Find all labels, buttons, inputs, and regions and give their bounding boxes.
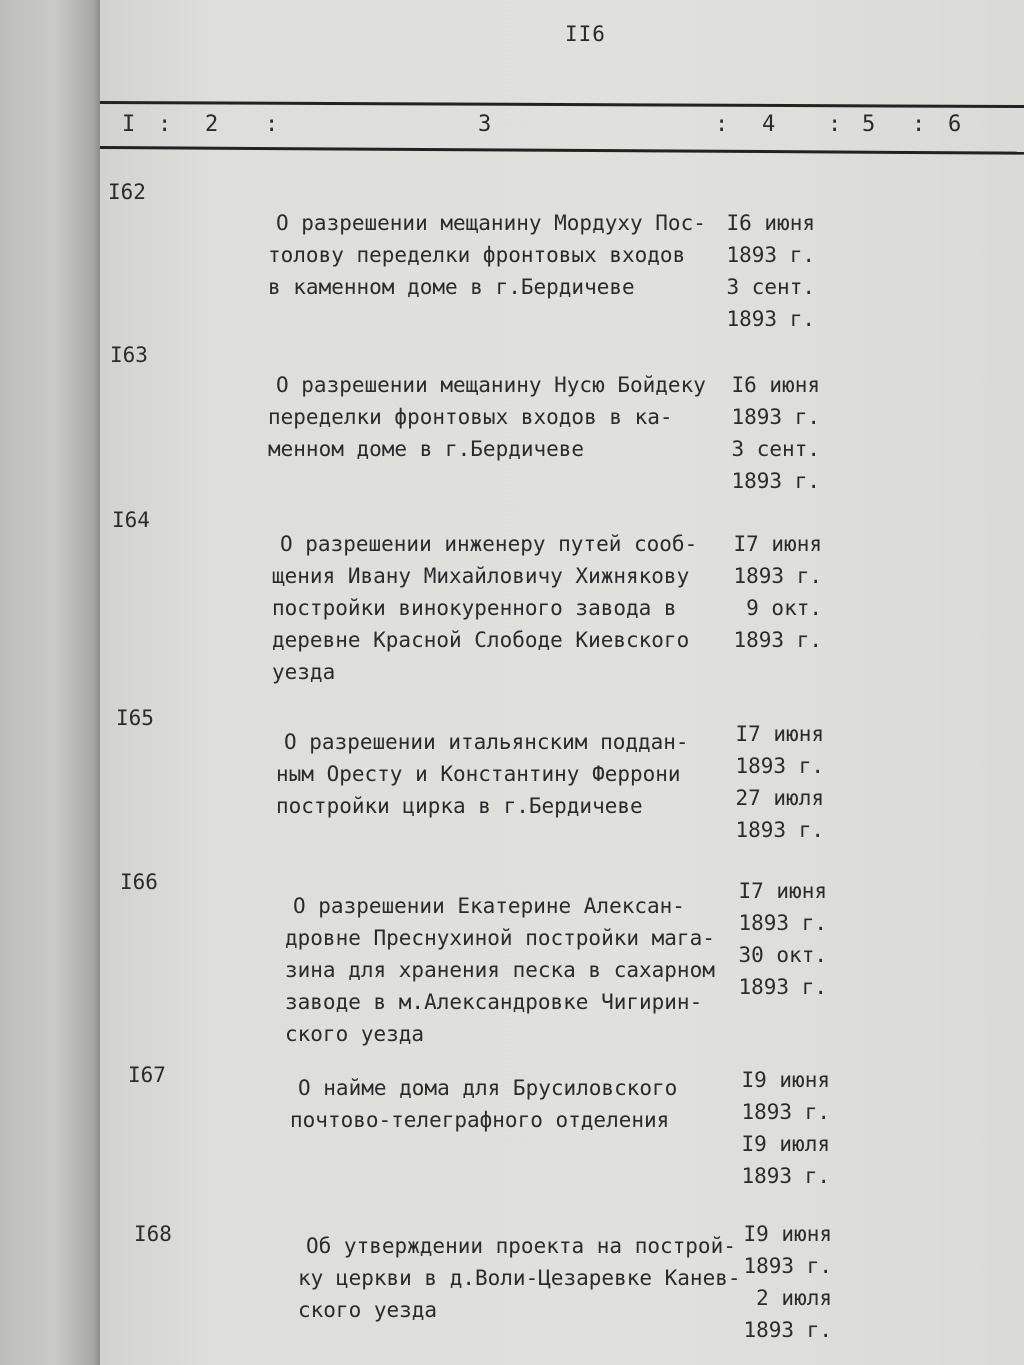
entry-date-end: 2 июля xyxy=(756,1286,832,1310)
column-header-3: 3 xyxy=(478,112,492,137)
entry-line: О найме дома для Брусиловского xyxy=(298,1076,678,1100)
entry-line: О разрешении мещанину Нусю Бойдеку xyxy=(276,373,706,397)
column-header-1: I xyxy=(122,112,136,137)
column-header-4: 4 xyxy=(762,112,776,137)
entry-date-start-year: 1893 г. xyxy=(733,564,822,588)
entry-description xyxy=(276,694,689,822)
entry-date-end: 3 сент. xyxy=(731,437,820,461)
entry-line: Об утверждении проекта на построй- xyxy=(306,1234,736,1258)
entry-line: дровне Преснухиной постройки мага- xyxy=(285,926,715,950)
entry-number: I67 xyxy=(128,1063,166,1087)
entry-line: О разрешении итальянским поддан- xyxy=(284,730,689,754)
entry-date-start-year: 1893 г. xyxy=(735,754,824,778)
entry-number: I65 xyxy=(116,706,154,730)
column-separator: : xyxy=(265,112,279,137)
entry-line: ского уезда xyxy=(285,1022,425,1046)
entry-date-start: I7 июня xyxy=(738,879,827,903)
entry-description xyxy=(290,1040,677,1136)
entry-dates xyxy=(730,496,822,656)
entry-description xyxy=(298,1198,741,1326)
entry-description xyxy=(272,496,697,688)
entry-description xyxy=(268,175,706,303)
entry-date-end-year: 1893 г. xyxy=(741,1164,830,1188)
column-separator: : xyxy=(715,112,729,137)
entry-date-end-year: 1893 г. xyxy=(735,818,824,842)
page-number: II6 xyxy=(565,22,606,46)
column-separator: : xyxy=(828,112,842,137)
entry-line: менном доме в г.Бердичеве xyxy=(268,437,585,461)
entry-date-end-year: 1893 г. xyxy=(726,307,815,331)
entry-date-start: I9 июня xyxy=(743,1222,832,1246)
entry-line: уезда xyxy=(272,660,336,684)
entry-date-start-year: 1893 г. xyxy=(738,911,827,935)
entry-date-start: I7 июня xyxy=(733,532,822,556)
entry-dates xyxy=(730,337,820,497)
entry-date-end: 9 окт. xyxy=(746,596,822,620)
column-header-2: 2 xyxy=(205,112,219,137)
entry-date-start-year: 1893 г. xyxy=(741,1100,830,1124)
entry-line: в каменном доме в г.Бердичеве xyxy=(268,275,635,299)
entry-line: ку церкви в д.Воли-Цезаревке Канев- xyxy=(298,1266,741,1290)
entry-dates xyxy=(725,175,815,335)
entry-date-end: I9 июля xyxy=(741,1132,830,1156)
column-separator: : xyxy=(158,112,172,137)
entry-date-end-year: 1893 г. xyxy=(731,469,820,493)
entry-line: зина для хранения песка в сахарном xyxy=(285,958,715,982)
entry-number: I62 xyxy=(108,180,146,204)
entry-description xyxy=(285,858,715,1050)
column-header-6: 6 xyxy=(948,112,962,137)
entry-line: щения Ивану Михайловичу Хижнякову xyxy=(272,564,690,588)
previous-page-edge xyxy=(0,0,100,1365)
entry-date-end: 3 сент. xyxy=(726,275,815,299)
entry-line: заводе в м.Александровке Чигирин- xyxy=(285,990,703,1014)
entry-date-end-year: 1893 г. xyxy=(743,1318,832,1342)
entry-dates xyxy=(735,843,827,1003)
column-separator: : xyxy=(912,112,926,137)
entry-description xyxy=(268,337,706,465)
entry-dates xyxy=(740,1186,832,1346)
entry-date-start-year: 1893 г. xyxy=(743,1254,832,1278)
entry-line: О разрешении Екатерине Алексан- xyxy=(293,894,685,918)
entry-line: ского уезда xyxy=(298,1298,438,1322)
entry-number: I68 xyxy=(134,1222,172,1246)
entry-dates xyxy=(732,686,824,846)
entry-number: I66 xyxy=(120,870,158,894)
entry-date-end-year: 1893 г. xyxy=(733,628,822,652)
entry-number: I64 xyxy=(112,508,150,532)
entry-date-start: I6 июня xyxy=(731,373,820,397)
entry-line: ным Оресту и Константину Феррони xyxy=(276,762,681,786)
entry-line: О разрешении инженеру путей сооб- xyxy=(280,532,698,556)
entry-line: О разрешении мещанину Мордуху Пос- xyxy=(276,211,706,235)
entry-line: постройки цирка в г.Бердичеве xyxy=(276,794,643,818)
entry-line: постройки винокуренного завода в xyxy=(272,596,677,620)
column-header-5: 5 xyxy=(862,112,876,137)
entry-date-start-year: 1893 г. xyxy=(731,405,820,429)
entry-date-start: I9 июня xyxy=(741,1068,830,1092)
entry-line: деревне Красной Слободе Киевского xyxy=(272,628,690,652)
entry-line: толову переделки фронтовых входов xyxy=(268,243,686,267)
entry-date-start-year: 1893 г. xyxy=(726,243,815,267)
entry-date-start: I6 июня xyxy=(726,211,815,235)
entry-date-end: 30 окт. xyxy=(738,943,827,967)
entry-date-end: 27 июля xyxy=(735,786,824,810)
entry-date-start: I7 июня xyxy=(735,722,824,746)
entry-line: почтово-телеграфного отделения xyxy=(290,1108,670,1132)
entry-date-end-year: 1893 г. xyxy=(738,975,827,999)
entry-dates xyxy=(738,1032,830,1192)
entry-line: переделки фронтовых входов в ка- xyxy=(268,405,673,429)
entry-number: I63 xyxy=(110,343,148,367)
